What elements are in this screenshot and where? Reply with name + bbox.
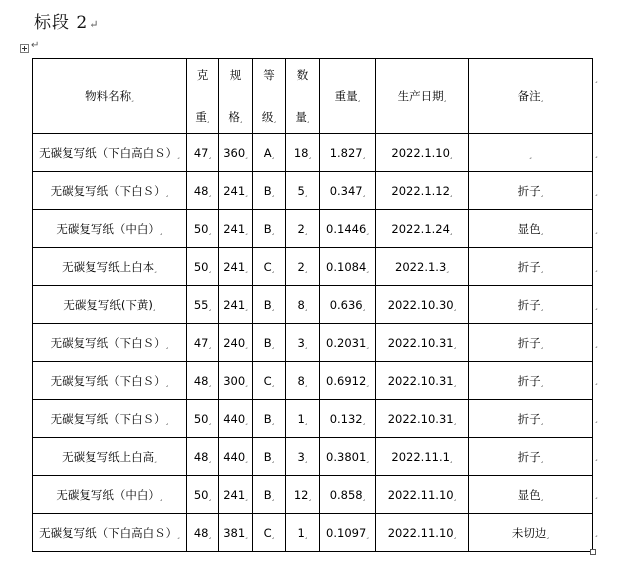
cell-mark-icon: ˼ — [271, 263, 275, 273]
cell-mark-icon: ˼ — [304, 377, 308, 387]
cell-mark-icon: ˼ — [165, 339, 169, 349]
cell-weight[interactable]: 0.347˼ — [320, 172, 376, 210]
header-weight[interactable]: 重量˼ — [320, 59, 376, 134]
cell-name[interactable]: 无碳复写纸（下白Ｓ）˼ — [33, 172, 187, 210]
cell-weight[interactable]: 0.3801˼ — [320, 438, 376, 476]
cell-mark-icon: ˼ — [304, 529, 308, 539]
cell-weight[interactable]: 0.1446˼ — [320, 210, 376, 248]
cell-date[interactable]: 2022.10.31˼ — [376, 362, 469, 400]
cell-note[interactable]: 折子˼ — [469, 286, 593, 324]
cell-mark-icon: ˼ — [165, 187, 169, 197]
cell-mark-icon: ˼ — [208, 453, 212, 463]
row-end-mark-icon: ˼ — [595, 74, 598, 83]
cell-note[interactable]: 折子˼ — [469, 248, 593, 286]
cell-mark-icon: ˼ — [366, 377, 369, 387]
cell-qty[interactable]: 18˼ — [286, 134, 320, 172]
cell-weight[interactable]: 0.1097˼ — [320, 514, 376, 552]
row-end-mark-icon: ˼ — [595, 224, 598, 234]
cell-note[interactable]: 折子˼ — [469, 438, 593, 476]
cell-mark-icon: ˼ — [540, 263, 544, 273]
cell-mark-icon: ˼ — [208, 377, 212, 387]
cell-weight[interactable]: 1.827˼ — [320, 134, 376, 172]
cell-mark-icon: ˼ — [245, 263, 248, 273]
cell-date[interactable]: 2022.11.10˼ — [376, 476, 469, 514]
materials-table — [32, 58, 593, 552]
cell-mark-icon: ˼ — [304, 415, 308, 425]
cell-mark-icon: ˼ — [208, 225, 212, 235]
cell-grade[interactable]: B˼ — [253, 324, 286, 362]
cell-spec[interactable]: 300˼ — [219, 362, 253, 400]
cell-grade[interactable]: A˼ — [253, 134, 286, 172]
cell-mark-icon: ˼ — [453, 415, 457, 425]
cell-weight[interactable]: 0.6912˼ — [320, 362, 376, 400]
row-end-mark-icon: ˼ — [595, 338, 598, 348]
cell-grade[interactable]: C˼ — [253, 362, 286, 400]
row-end-mark-icon: ˼ — [595, 414, 598, 424]
table-row — [33, 134, 593, 172]
cell-qty[interactable]: 3˼ — [286, 324, 320, 362]
cell-grade[interactable]: C˼ — [253, 514, 286, 552]
cell-qty[interactable]: 12˼ — [286, 476, 320, 514]
paragraph-mark-icon: ↵ — [89, 18, 100, 31]
cell-mark-icon: ˼ — [362, 415, 366, 425]
cell-note[interactable]: 显色˼ — [469, 210, 593, 248]
cell-mark-icon: ˼ — [304, 339, 308, 349]
cell-mark-icon: ˼ — [271, 149, 275, 159]
table-row — [33, 514, 593, 552]
cell-mark-icon: ˼ — [271, 339, 275, 349]
row-end-mark-icon: ˼ — [595, 186, 598, 196]
cell-grade[interactable]: B˼ — [253, 172, 286, 210]
cell-note[interactable]: 折子˼ — [469, 400, 593, 438]
cell-date[interactable]: 2022.11.10˼ — [376, 514, 469, 552]
cell-mark-icon: ˼ — [308, 149, 312, 159]
cell-name[interactable]: 无碳复写纸（下白高白Ｓ）˼ — [33, 134, 187, 172]
cell-spec[interactable]: 241˼ — [219, 286, 253, 324]
cell-spec[interactable]: 241˼ — [219, 248, 253, 286]
cell-qty[interactable]: 2˼ — [286, 210, 320, 248]
cell-mark-icon: ˼ — [540, 491, 544, 501]
cell-mark-icon: ˼ — [208, 339, 212, 349]
table-move-handle-icon[interactable] — [20, 44, 29, 53]
cell-qty[interactable]: 8˼ — [286, 286, 320, 324]
table-row — [33, 210, 593, 248]
cell-qty[interactable]: 3˼ — [286, 438, 320, 476]
cell-mark-icon: ˼ — [177, 149, 180, 159]
cell-mark-icon: ˼ — [165, 377, 169, 387]
cell-gsm[interactable]: 48˼ — [187, 172, 219, 210]
heading-text: 标段 2 — [34, 13, 89, 33]
cell-spec[interactable]: 240˼ — [219, 324, 253, 362]
cell-spec[interactable]: 440˼ — [219, 400, 253, 438]
cell-spec[interactable]: 440˼ — [219, 438, 253, 476]
paragraph-mark-icon: ↵ — [31, 40, 40, 51]
cell-mark-icon: ˼ — [453, 491, 457, 501]
cell-mark-icon: ˼ — [366, 529, 369, 539]
cell-mark-icon: ˼ — [245, 339, 248, 349]
cell-gsm[interactable]: 48˼ — [187, 438, 219, 476]
cell-mark-icon: ˼ — [304, 301, 308, 311]
cell-name[interactable]: 无碳复写纸(下黄)˼ — [33, 286, 187, 324]
cell-grade[interactable]: B˼ — [253, 438, 286, 476]
cell-name[interactable]: 无碳复写纸（下白Ｓ）˼ — [33, 400, 187, 438]
row-end-mark-icon: ˼ — [595, 300, 598, 310]
row-end-mark-icon: ˼ — [595, 528, 598, 537]
cell-gsm[interactable]: 47˼ — [187, 324, 219, 362]
cell-mark-icon: ˼ — [245, 301, 248, 311]
table-row — [33, 400, 593, 438]
cell-mark-icon: ˼ — [245, 415, 248, 425]
cell-name[interactable]: 无碳复写纸（下白高白Ｓ）˼ — [33, 514, 187, 552]
cell-weight[interactable]: 0.132˼ — [320, 400, 376, 438]
cell-mark-icon: ˼ — [366, 453, 369, 463]
cell-gsm[interactable]: 50˼ — [187, 248, 219, 286]
cell-date[interactable]: 2022.10.31˼ — [376, 324, 469, 362]
cell-mark-icon: ˼ — [304, 225, 308, 235]
cell-mark-icon: ˼ — [540, 225, 544, 235]
cell-date[interactable]: 2022.1.24˼ — [376, 210, 469, 248]
cell-mark-icon: ˼ — [366, 339, 369, 349]
cell-spec[interactable]: 360˼ — [219, 134, 253, 172]
cell-mark-icon: ˼ — [245, 529, 248, 539]
cell-weight[interactable]: 0.2031˼ — [320, 324, 376, 362]
cell-mark-icon: ˼ — [159, 491, 163, 501]
table-row — [33, 172, 593, 210]
cell-note[interactable]: 未切边˼ — [469, 514, 593, 552]
cell-spec[interactable]: 241˼ — [219, 210, 253, 248]
cell-date[interactable]: 2022.10.31˼ — [376, 400, 469, 438]
cell-mark-icon: ˼ — [271, 415, 275, 425]
cell-gsm[interactable]: 50˼ — [187, 210, 219, 248]
cell-spec[interactable]: 241˼ — [219, 476, 253, 514]
cell-mark-icon: ˼ — [540, 453, 544, 463]
cell-qty[interactable]: 2˼ — [286, 248, 320, 286]
cell-mark-icon: ˼ — [152, 301, 156, 311]
cell-name[interactable]: 无碳复写纸（中白）˼ — [33, 476, 187, 514]
cell-mark-icon: ˼ — [449, 187, 453, 197]
table-row — [33, 476, 593, 514]
cell-gsm[interactable]: 50˼ — [187, 400, 219, 438]
row-end-mark-icon: ˼ — [595, 376, 598, 386]
cell-mark-icon: ˼ — [245, 453, 248, 463]
cell-mark-icon: ˼ — [165, 415, 169, 425]
row-end-mark-icon: ˼ — [595, 262, 598, 272]
table-header-row — [33, 59, 593, 134]
cell-grade[interactable]: C˼ — [253, 248, 286, 286]
row-end-mark-icon: ˼ — [595, 490, 598, 500]
cell-gsm[interactable]: 55˼ — [187, 286, 219, 324]
cell-mark-icon: ˼ — [540, 301, 544, 311]
header-name[interactable]: 物料名称˼ — [33, 59, 187, 134]
table-row — [33, 362, 593, 400]
header-grade[interactable]: 等 级˼ — [253, 59, 286, 134]
cell-date[interactable]: 2022.10.30˼ — [376, 286, 469, 324]
row-end-mark-icon: ˼ — [595, 149, 598, 158]
cell-qty[interactable]: 8˼ — [286, 362, 320, 400]
cell-mark-icon: ˼ — [177, 529, 180, 539]
cell-mark-icon: ˼ — [271, 529, 275, 539]
cell-mark-icon: ˼ — [271, 225, 275, 235]
cell-note[interactable]: 折子˼ — [469, 362, 593, 400]
cell-note[interactable]: 显色˼ — [469, 476, 593, 514]
cell-grade[interactable]: B˼ — [253, 400, 286, 438]
cell-qty[interactable]: 5˼ — [286, 172, 320, 210]
cell-date[interactable]: 2022.1.12˼ — [376, 172, 469, 210]
cell-mark-icon: ˼ — [304, 187, 308, 197]
cell-mark-icon: ˼ — [540, 377, 544, 387]
cell-weight[interactable]: 0.858˼ — [320, 476, 376, 514]
cell-mark-icon: ˼ — [453, 529, 457, 539]
cell-mark-icon: ˼ — [366, 225, 369, 235]
cell-name[interactable]: 无碳复写纸（下白Ｓ）˼ — [33, 324, 187, 362]
cell-name[interactable]: 无碳复写纸（下白Ｓ）˼ — [33, 362, 187, 400]
cell-mark-icon: ˼ — [208, 187, 212, 197]
cell-grade[interactable]: B˼ — [253, 476, 286, 514]
cell-mark-icon: ˼ — [154, 263, 157, 273]
cell-mark-icon: ˼ — [453, 377, 457, 387]
table-row — [33, 438, 593, 476]
cell-spec[interactable]: 241˼ — [219, 172, 253, 210]
cell-mark-icon: ˼ — [208, 491, 212, 501]
cell-mark-icon: ˼ — [271, 377, 275, 387]
cell-date[interactable]: 2022.1.10˼ — [376, 134, 469, 172]
cell-mark-icon: ˼ — [540, 339, 544, 349]
header-gsm[interactable]: 克 重˼ — [187, 59, 219, 134]
cell-mark-icon: ˼ — [304, 453, 308, 463]
cell-mark-icon: ˼ — [159, 225, 163, 235]
section-heading — [34, 8, 99, 33]
cell-spec[interactable]: 381˼ — [219, 514, 253, 552]
cell-note[interactable] — [469, 134, 593, 172]
cell-mark-icon: ˼ — [449, 149, 453, 159]
cell-grade[interactable]: B˼ — [253, 286, 286, 324]
cell-mark-icon: ˼ — [453, 301, 457, 311]
cell-mark-icon: ˼ — [245, 491, 248, 501]
cell-mark-icon: ˼ — [271, 301, 275, 311]
cell-qty[interactable]: 1˼ — [286, 400, 320, 438]
cell-mark-icon: ˼ — [245, 149, 248, 159]
cell-mark-icon: ˼ — [304, 263, 308, 273]
cell-mark-icon: ˼ — [366, 263, 369, 273]
cell-note[interactable]: 折子˼ — [469, 324, 593, 362]
cell-date[interactable]: 2022.1.3˼ — [376, 248, 469, 286]
cell-note[interactable]: 折子˼ — [469, 172, 593, 210]
cell-qty[interactable]: 1˼ — [286, 514, 320, 552]
cell-mark-icon: ˼ — [540, 415, 544, 425]
cell-mark-icon: ˼ — [453, 339, 457, 349]
cell-name[interactable]: 无碳复写纸（中白）˼ — [33, 210, 187, 248]
header-date[interactable]: 生产日期˼ — [376, 59, 469, 134]
cell-mark-icon: ˼ — [245, 187, 248, 197]
cell-mark-icon: ˼ — [446, 263, 449, 273]
cell-mark-icon: ˼ — [245, 377, 248, 387]
cell-mark-icon: ˼ — [449, 225, 453, 235]
cell-mark-icon: ˼ — [362, 491, 366, 501]
cell-name[interactable]: 无碳复写纸上白本˼ — [33, 248, 187, 286]
cell-mark-icon: ˼ — [362, 149, 366, 159]
cell-mark-icon: ˼ — [208, 529, 212, 539]
cell-mark-icon: ˼ — [362, 187, 366, 197]
cell-mark-icon: ˼ — [308, 491, 312, 501]
header-note[interactable]: 备注˼ — [469, 59, 593, 134]
cell-gsm[interactable]: 47˼ — [187, 134, 219, 172]
header-qty[interactable]: 数 量˼ — [286, 59, 320, 134]
cell-mark-icon: ˼ — [245, 225, 248, 235]
cell-name[interactable]: 无碳复写纸上白高˼ — [33, 438, 187, 476]
cell-weight[interactable]: 0.636˼ — [320, 286, 376, 324]
cell-gsm[interactable]: 50˼ — [187, 476, 219, 514]
cell-date[interactable]: 2022.11.1˼ — [376, 438, 469, 476]
row-end-mark-icon: ˼ — [595, 452, 598, 462]
cell-mark-icon: ˼ — [271, 453, 275, 463]
table-row — [33, 324, 593, 362]
table-row — [33, 286, 593, 324]
table-row — [33, 248, 593, 286]
cell-mark-icon: ˼ — [208, 149, 212, 159]
cell-mark-icon: ˼ — [208, 415, 212, 425]
cell-mark-icon: ˼ — [208, 301, 212, 311]
cell-mark-icon: ˼ — [271, 491, 275, 501]
header-spec[interactable]: 规 格˼ — [219, 59, 253, 134]
cell-mark-icon: ˼ — [208, 263, 212, 273]
cell-gsm[interactable]: 48˼ — [187, 514, 219, 552]
cell-mark-icon: ˼ — [529, 149, 532, 159]
cell-mark-icon: ˼ — [362, 301, 366, 311]
cell-grade[interactable]: B˼ — [253, 210, 286, 248]
cell-mark-icon: ˼ — [540, 187, 544, 197]
cell-mark-icon: ˼ — [271, 187, 275, 197]
table-resize-handle-icon[interactable] — [590, 549, 596, 555]
cell-mark-icon: ˼ — [449, 453, 453, 463]
cell-mark-icon: ˼ — [154, 453, 157, 463]
cell-mark-icon: ˼ — [546, 529, 550, 539]
cell-gsm[interactable]: 48˼ — [187, 362, 219, 400]
cell-weight[interactable]: 0.1084˼ — [320, 248, 376, 286]
